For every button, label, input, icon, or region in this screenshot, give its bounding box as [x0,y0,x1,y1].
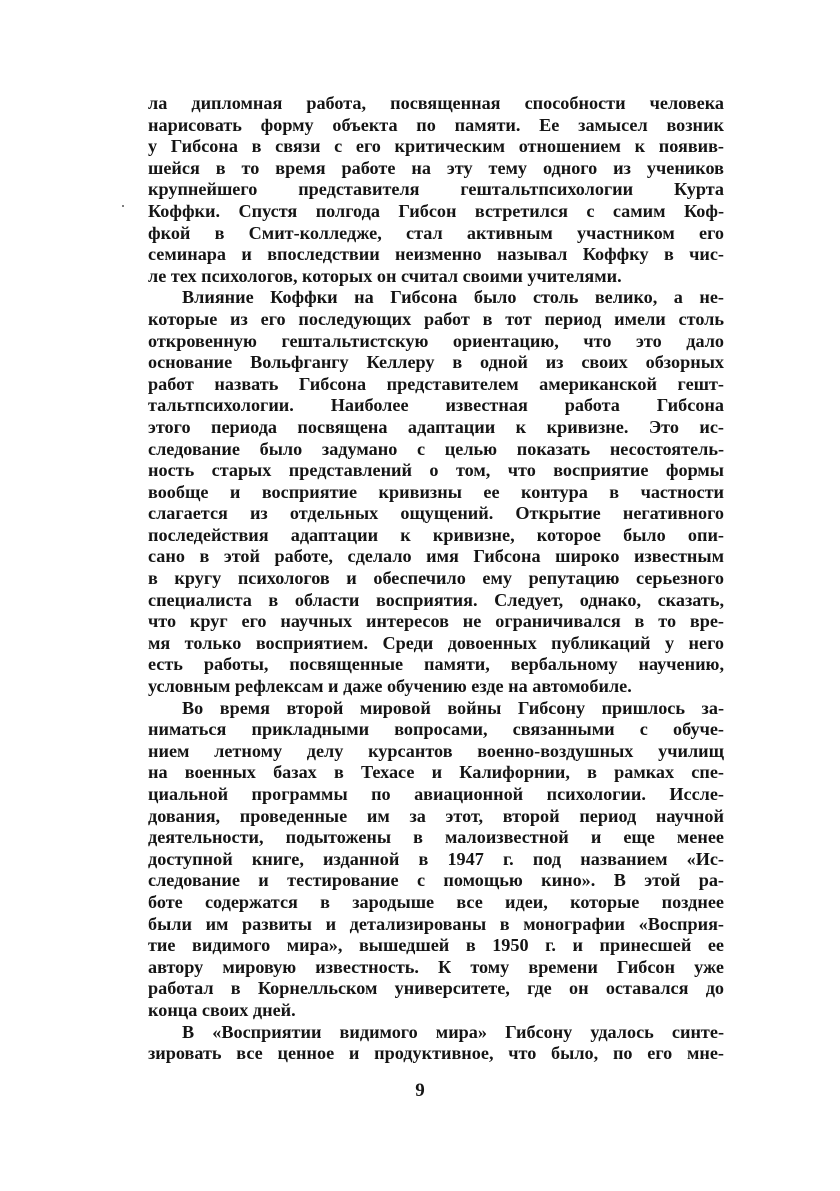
paragraph-3 [148,698,724,1022]
text-line: мя только восприятием. Среди довоенных публикаций у него [148,632,724,653]
text-line: ле тех психологов, которых он считал своими учителями. [148,265,622,286]
text-line: тальтпсихологии. Наиболее известная работа Гибсона [148,395,724,416]
text-line: ла дипломная работа, посвященная способности человека [148,93,724,113]
text-line: циальной программы по авиационной психологии. Иссле- [148,784,724,804]
paragraph-1 [148,93,724,287]
text-line: следование и тестирование с помощью кино». В этой ра- [148,870,724,891]
text-line: деятельности, подытожены в малоизвестной и еще менее [148,827,724,848]
text-line: есть работы, посвященные памяти, вербальному научению, [148,654,724,675]
text-line: этого периода посвящена адаптации к кривизне. Это ис- [148,416,724,437]
text-line: ниматься прикладными вопросами, связанными с обуче- [148,719,724,740]
text-line: основание Вольфгангу Келлеру в одной из своих обзорных [148,352,724,373]
text-line: нием летному делу курсантов военно-воздушных училищ [148,740,724,761]
text-line: работ назвать Гибсона представителем американской гешт- [148,373,724,394]
text-line: слагается из отдельных ощущений. Открытие негативного [148,503,724,524]
text-line: В «Восприятии видимого мира» Гибсону удалось синте- [182,1021,724,1042]
paragraph-2 [148,287,724,697]
page-number: 9 [415,1080,425,1101]
text-line: условным рефлексам и даже обучению езде на автомобиле. [148,676,632,697]
text-line: конца своих дней. [148,999,296,1020]
text-line: боте содержатся в зародыше все идеи, которые позднее [148,891,724,912]
text-line: семинара и впоследствии неизменно называл Коффку в чис- [148,244,724,265]
paragraph-4 [148,1022,724,1065]
text-line: Коффки. Спустя полгода Гибсон встретился с самим Коф- [148,200,724,221]
text-line: у Гибсона в связи с его критическим отношением к появив- [148,136,724,157]
text-line: вообще и восприятие кривизны ее контура в частности [148,481,724,502]
text-line: специалиста в области восприятия. Следует, однако, сказать, [148,589,724,610]
text-line: последействия адаптации к кривизне, которое было опи- [148,524,724,545]
text-line: автору мировую известность. К тому времени Гибсон уже [148,956,724,977]
text-line: что круг его научных интересов не ограничивался в то вре- [148,611,724,632]
text-line: доступной книге, изданной в 1947 г. под названием «Ис- [148,848,724,869]
text-line: дования, проведенные им за этот, второй период научной [148,805,724,826]
text-line: шейся в то время работе на эту тему одного из учеников [148,157,724,178]
text-line: Влияние Коффки на Гибсона было столь велико, а не- [182,287,724,308]
text-line: Во время второй мировой войны Гибсону пришлось за- [182,697,724,718]
text-line: откровенную гештальтистскую ориентацию, что это дало [148,330,724,351]
text-line: сано в этой работе, сделало имя Гибсона широко известным [148,546,724,567]
text-line: фкой в Смит-колледже, стал активным участником его [148,222,724,243]
text-line: работал в Корнелльском университете, где он оставался до [148,978,724,999]
text-line: зировать все ценное и продуктивное, что было, по его мне- [148,1043,724,1064]
text-line: на военных базах в Техасе и Калифорнии, в рамках спе- [148,762,724,783]
text-line: крупнейшего представителя гештальтпсихологии Курта [148,179,724,200]
text-line: нарисовать форму объекта по памяти. Ее замысел возник [148,114,724,135]
text-line: тие видимого мира», вышедшей в 1950 г. и принесшей ее [148,935,724,956]
text-line: в кругу психологов и обеспечило ему репутацию серьезного [148,568,724,589]
page-text [148,93,724,1065]
scan-speck [122,205,124,207]
text-line: были им развиты и детализированы в монографии «Восприя- [148,913,724,934]
text-line: следование было задумано с целью показать несостоятель- [148,438,724,459]
text-line: которые из его последующих работ в тот период имели столь [148,308,724,329]
text-line: ность старых представлений о том, что восприятие формы [148,460,724,481]
